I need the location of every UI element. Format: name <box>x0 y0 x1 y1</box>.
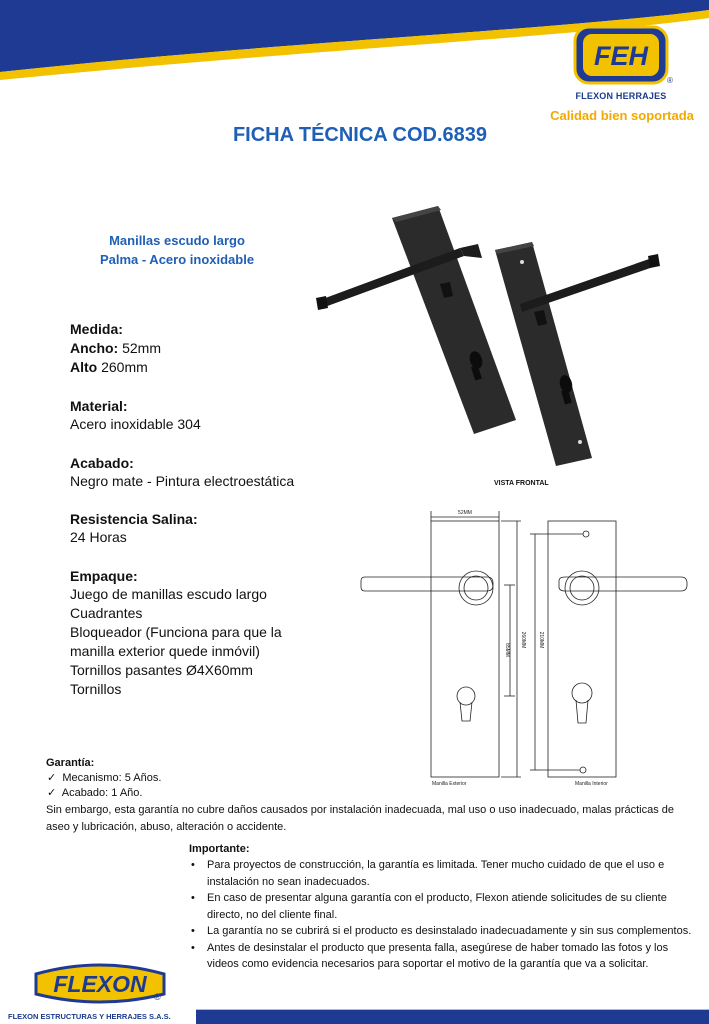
packaging-heading: Empaque: <box>70 568 138 584</box>
interior-label: Manilla Interior <box>575 781 608 785</box>
flexon-logo-text: FLEXON <box>53 971 147 997</box>
exterior-handle-image <box>316 206 516 434</box>
measure-heading: Medida: <box>70 321 123 337</box>
material-heading: Material: <box>70 398 128 414</box>
important-item: • Antes de desinstalar el producto que presenta falla, asegúrese de haber tomado las fotos y los videos como evidencia necesarios para soportar el motivo de la garantía que va a solicitar. <box>189 940 694 973</box>
page-title: FICHA TÉCNICA COD.6839 <box>232 124 488 146</box>
check-icon: ✓ <box>47 772 57 784</box>
registered-mark: ® <box>667 76 673 85</box>
interior-handle-image <box>495 242 660 466</box>
packaging-item: Cuadrantes <box>70 605 143 621</box>
finish-heading: Acabado: <box>70 455 134 471</box>
dim-210-label: 210MM <box>538 631 544 649</box>
finish-value: Negro mate - Pintura electroestática <box>70 473 295 489</box>
footer-registered-mark: ® <box>154 992 161 1002</box>
packaging-item: manilla exterior quede inmóvil) <box>70 643 260 659</box>
check-icon: ✓ <box>47 787 57 799</box>
footer-company: FLEXON ESTRUCTURAS Y HERRAJES S.A.S. <box>8 1012 171 1021</box>
warranty-heading: Garantía: <box>46 757 95 769</box>
measure-width: Ancho: 52mm <box>70 340 162 356</box>
important-item: • La garantía no se cubrirá si el producto es desinstalado inadecuadamente y sin sus complementos. <box>189 923 694 940</box>
warranty-item: ✓ Mecanismo: 5 Años. <box>47 772 162 784</box>
important-item: • En caso de presentar alguna garantía con el producto, Flexon atiende solicitudes de su cliente directo, no del cliente final. <box>189 890 694 923</box>
technical-drawing <box>355 505 695 785</box>
dim-width-label: 52MM <box>458 510 472 516</box>
salt-resistance-value: 24 Horas <box>70 529 127 545</box>
important-heading: Importante: <box>189 843 250 855</box>
important-list <box>189 857 694 973</box>
interior-plate-outline <box>548 521 616 777</box>
footer-bar <box>196 1010 709 1024</box>
brand-name: FLEXON HERRAJES <box>575 91 667 101</box>
measure-height: Alto 260mm <box>70 359 148 375</box>
material-value: Acero inoxidable 304 <box>70 416 201 432</box>
packaging-item: Tornillos pasantes Ø4X60mm <box>70 662 253 678</box>
exterior-plate-outline <box>431 521 499 777</box>
warranty-note: Sin embargo, esta garantía no cubre daños causados por instalación inadecuada, mal uso o uso inadecuado, malas prácticas de aseo y lubricación, abuso, alteración o accidente. <box>46 804 675 833</box>
feh-logo-text: FEH <box>594 41 648 71</box>
product-line-1: Manillas escudo largo <box>109 233 245 248</box>
salt-resistance-heading: Resistencia Salina: <box>70 511 198 527</box>
important-item: • Para proyectos de construcción, la garantía es limitada. Tener mucho cuidado de que el uso e instalación no sean inadecuados. <box>189 857 694 890</box>
dim-85-label: 85MM <box>504 643 510 657</box>
dim-260-label: 260MM <box>520 631 526 649</box>
view-label: VISTA FRONTAL <box>494 480 549 487</box>
product-image <box>310 200 670 472</box>
tagline: Calidad bien soportada <box>550 108 694 123</box>
feh-logo <box>572 24 670 86</box>
flexon-logo <box>30 952 170 1012</box>
packaging-item: Bloqueador (Funciona para que la <box>70 624 282 640</box>
warranty-item: ✓ Acabado: 1 Año. <box>47 787 143 799</box>
packaging-item: Juego de manillas escudo largo <box>70 586 267 602</box>
product-line-2: Palma - Acero inoxidable <box>99 252 255 267</box>
packaging-item: Tornillos <box>70 681 122 697</box>
exterior-label: Manilla Exterior <box>432 781 467 785</box>
